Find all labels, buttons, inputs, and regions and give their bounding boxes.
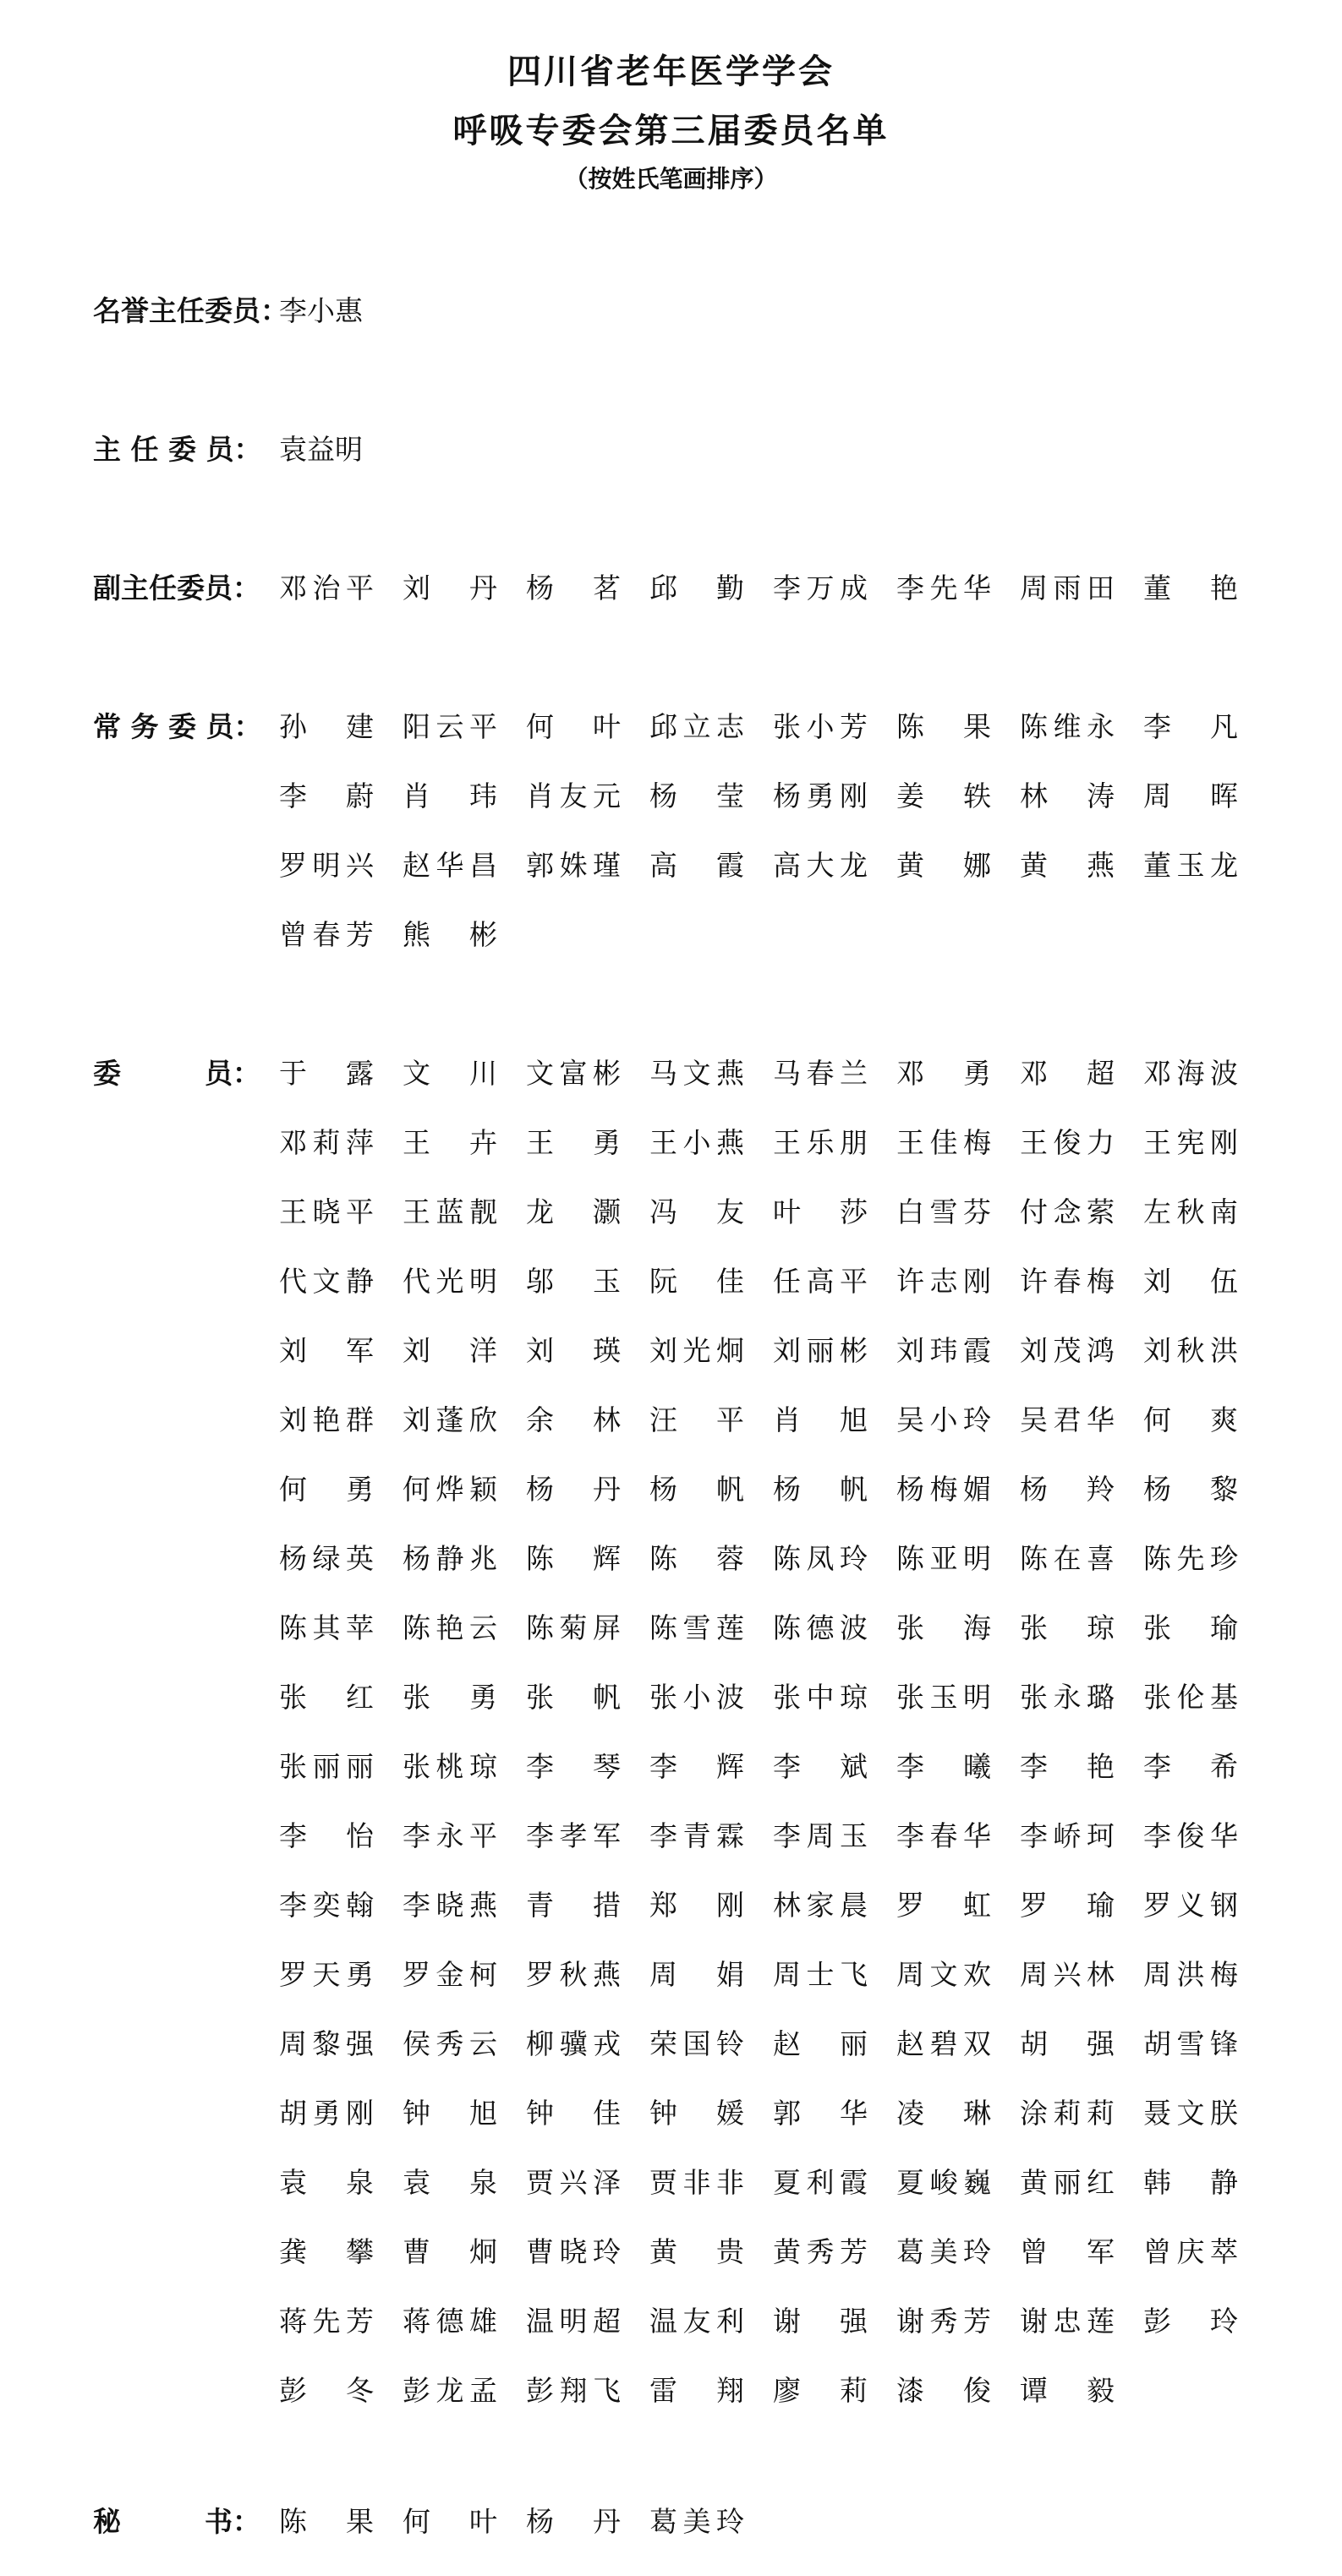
member-name: 郑 刚: [649, 1889, 744, 1922]
member-name: 蒋先芳: [279, 2305, 374, 2338]
member-name: 陈菊屏: [526, 1611, 621, 1644]
document-subtitle: （按姓氏笔画排序）: [564, 165, 778, 193]
member-name: 张 瑜: [1143, 1611, 1238, 1644]
section-label: 副主任委员：: [93, 572, 260, 604]
member-name: 王乐朋: [773, 1126, 868, 1159]
member-name: 刘玮霞: [896, 1334, 991, 1367]
member-name: 杨 羚: [1020, 1473, 1115, 1506]
section-members: [93, 1039, 1294, 2426]
member-name: 温友利: [649, 2305, 744, 2338]
member-name: 肖 玮: [403, 779, 497, 812]
member-name: 陈亚明: [896, 1542, 991, 1575]
member-name: 阳云平: [403, 710, 497, 743]
member-name: 黄 燕: [1020, 849, 1115, 882]
member-name: 贾非非: [649, 2166, 744, 2199]
member-name: 涂莉莉: [1020, 2097, 1115, 2130]
member-name: 曹 炯: [403, 2235, 497, 2268]
member-name: 陈其苹: [279, 1611, 374, 1644]
member-name: 李春华: [896, 1819, 991, 1852]
member-name: 邱立志: [649, 710, 744, 743]
member-name: 杨 茗: [526, 572, 621, 604]
member-name: 王蓝靓: [403, 1195, 497, 1228]
member-name: 王俊力: [1020, 1126, 1115, 1159]
member-name: 陈 果: [279, 2505, 374, 2538]
member-name: 荣国铃: [649, 2027, 744, 2060]
member-name: 杨 莹: [649, 779, 744, 812]
member-name: 刘 洋: [403, 1334, 497, 1367]
member-name: 曾春芳: [279, 918, 374, 951]
member-name: 董 艳: [1143, 572, 1238, 604]
member-name: 刘 军: [279, 1334, 374, 1367]
member-name: 阮 佳: [649, 1265, 744, 1298]
member-name: 周雨田: [1020, 572, 1115, 604]
member-name: 姜 轶: [896, 779, 991, 812]
member-name: 马文燕: [649, 1057, 744, 1090]
member-name: 陈维永: [1020, 710, 1115, 743]
member-name: 何 叶: [526, 710, 621, 743]
member-name: 李 辉: [649, 1750, 744, 1783]
member-name: 邓治平: [279, 572, 374, 604]
member-name: 彭龙孟: [403, 2374, 497, 2407]
member-name: 左秋南: [1143, 1195, 1238, 1228]
member-name: 李晓燕: [403, 1889, 497, 1922]
member-name: 周 晖: [1143, 779, 1238, 812]
member-name: 李 艳: [1020, 1750, 1115, 1783]
member-name: 邓 超: [1020, 1057, 1115, 1090]
member-name: 张 琼: [1020, 1611, 1115, 1644]
member-name: 曹晓玲: [526, 2235, 621, 2268]
member-name: 何烨颖: [403, 1473, 497, 1506]
member-name: 陈 辉: [526, 1542, 621, 1575]
member-name: 李 希: [1143, 1750, 1238, 1783]
member-name: 李峤珂: [1020, 1819, 1115, 1852]
member-name: 周黎强: [279, 2027, 374, 2060]
member-name: 刘丽彬: [773, 1334, 868, 1367]
member-name: 陈艳云: [403, 1611, 497, 1644]
member-name: 马春兰: [773, 1057, 868, 1090]
member-name: 周洪梅: [1143, 1958, 1238, 1991]
member-name: 刘 伍: [1143, 1265, 1238, 1298]
member-name: 陈凤玲: [773, 1542, 868, 1575]
member-name: 杨勇刚: [773, 779, 868, 812]
member-name: 蒋德雄: [403, 2305, 497, 2338]
member-name: 谢 强: [773, 2305, 868, 2338]
member-name: 刘 丹: [403, 572, 497, 604]
member-name: 葛美玲: [896, 2235, 991, 2268]
member-name: 邓 勇: [896, 1057, 991, 1090]
member-name: 杨绿英: [279, 1542, 374, 1575]
member-name: 周士飞: [773, 1958, 868, 1991]
member-name: 钟 佳: [526, 2097, 621, 2130]
document-title-line2: 呼吸专委会第三届委员名单: [452, 111, 890, 150]
member-name: 周文欢: [896, 1958, 991, 1991]
member-name: 刘秋洪: [1143, 1334, 1238, 1367]
member-name: 李周玉: [773, 1819, 868, 1852]
member-name: 刘 瑛: [526, 1334, 621, 1367]
member-name: 何 叶: [403, 2505, 497, 2538]
member-name: 董玉龙: [1143, 849, 1238, 882]
member-name: 夏利霞: [773, 2166, 868, 2199]
member-name: 冯 友: [649, 1195, 744, 1228]
member-name: 代文静: [279, 1265, 374, 1298]
member-name: 罗秋燕: [526, 1958, 621, 1991]
section-secretaries: [93, 2487, 1294, 2557]
member-name: 李 琴: [526, 1750, 621, 1783]
member-name: 罗 瑜: [1020, 1889, 1115, 1922]
member-name: 熊 彬: [403, 918, 497, 951]
member-name: 许春梅: [1020, 1265, 1115, 1298]
member-name: 曾 军: [1020, 2235, 1115, 2268]
member-name: 付念萦: [1020, 1195, 1115, 1228]
member-name: 柳骥戎: [526, 2027, 621, 2060]
member-name: 李永平: [403, 1819, 497, 1852]
member-name: 高 霞: [649, 849, 744, 882]
member-name: 任高平: [773, 1265, 868, 1298]
member-name: 邬 玉: [526, 1265, 621, 1298]
section-label: 主 任 委 员：: [93, 433, 262, 466]
section-label: 名誉主任委员：: [93, 294, 288, 327]
member-name: 王佳梅: [896, 1126, 991, 1159]
member-name: 黄秀芳: [773, 2235, 868, 2268]
member-name: 李 蔚: [279, 779, 374, 812]
member-name: 曾庆萃: [1143, 2235, 1238, 2268]
member-name: 李奕翰: [279, 1889, 374, 1922]
member-name: 侯秀云: [403, 2027, 497, 2060]
member-name: 张小芳: [773, 710, 868, 743]
member-name: 肖友元: [526, 779, 621, 812]
member-name: 陈德波: [773, 1611, 868, 1644]
member-name: 胡雪锋: [1143, 2027, 1238, 2060]
name-list: [279, 415, 1294, 484]
member-name: 陈在喜: [1020, 1542, 1115, 1575]
member-name: 郭姝瑾: [526, 849, 621, 882]
member-name: 王小燕: [649, 1126, 744, 1159]
section-honorary-chair: [93, 276, 1294, 346]
member-name: 杨 黎: [1143, 1473, 1238, 1506]
member-name: 张丽丽: [279, 1750, 374, 1783]
member-name: 雷 翔: [649, 2374, 744, 2407]
name-list: [279, 554, 1294, 623]
member-name: 何 勇: [279, 1473, 374, 1506]
document-title: 四川省老年医学学会: [507, 52, 835, 91]
member-name: 周 娟: [649, 1958, 744, 1991]
member-name: 李 凡: [1143, 710, 1238, 743]
member-name: 袁 泉: [403, 2166, 497, 2199]
member-name: 袁益明: [279, 433, 363, 466]
member-name: 刘蓬欣: [403, 1403, 497, 1436]
member-name: 谢秀芳: [896, 2305, 991, 2338]
member-name: 袁 泉: [279, 2166, 374, 2199]
name-list: [279, 2487, 1294, 2557]
member-name: 凌 琳: [896, 2097, 991, 2130]
section-label: 常 务 委 员：: [93, 710, 262, 743]
member-name: 刘光炯: [649, 1334, 744, 1367]
name-list: [279, 692, 1294, 970]
member-name: 林 涛: [1020, 779, 1115, 812]
member-name: 胡勇刚: [279, 2097, 374, 2130]
member-name: 杨 丹: [526, 1473, 621, 1506]
member-name: 彭翔飞: [526, 2374, 621, 2407]
member-name: 聂文朕: [1143, 2097, 1238, 2130]
member-name: 黄 贵: [649, 2235, 744, 2268]
member-name: 李 斌: [773, 1750, 868, 1783]
name-list: [279, 1039, 1294, 2426]
member-name: 胡 强: [1020, 2027, 1115, 2060]
member-name: 杨静兆: [403, 1542, 497, 1575]
member-name: 周兴林: [1020, 1958, 1115, 1991]
member-name: 彭 玲: [1143, 2305, 1238, 2338]
member-name: 廖 莉: [773, 2374, 868, 2407]
member-name: 代光明: [403, 1265, 497, 1298]
section-chair: [93, 415, 1294, 484]
member-name: 张伦基: [1143, 1681, 1238, 1714]
member-name: 罗明兴: [279, 849, 374, 882]
member-name: 龚 攀: [279, 2235, 374, 2268]
member-name: 王宪刚: [1143, 1126, 1238, 1159]
member-name: 韩 静: [1143, 2166, 1238, 2199]
member-name: 王 卉: [403, 1126, 497, 1159]
member-name: 杨梅媚: [896, 1473, 991, 1506]
member-name: 汪 平: [649, 1403, 744, 1436]
member-name: 郭 华: [773, 2097, 868, 2130]
member-name: 王晓平: [279, 1195, 374, 1228]
member-name: 漆 俊: [896, 2374, 991, 2407]
member-name: 张桃琼: [403, 1750, 497, 1783]
member-name: 李先华: [896, 572, 991, 604]
member-name: 李俊华: [1143, 1819, 1238, 1852]
section-label: 秘 书：: [93, 2505, 260, 2538]
member-name: 彭 冬: [279, 2374, 374, 2407]
member-name: 李青霖: [649, 1819, 744, 1852]
member-name: 白雪芬: [896, 1195, 991, 1228]
member-name: 李万成: [773, 572, 868, 604]
member-name: 张 帆: [526, 1681, 621, 1714]
member-name: 夏峻巍: [896, 2166, 991, 2199]
member-name: 叶 莎: [773, 1195, 868, 1228]
member-name: 孙 建: [279, 710, 374, 743]
name-list: [279, 276, 1294, 346]
member-name: 龙 灏: [526, 1195, 621, 1228]
member-name: 贾兴泽: [526, 2166, 621, 2199]
member-name: 青 措: [526, 1889, 621, 1922]
member-name: 张 海: [896, 1611, 991, 1644]
member-name: 王 勇: [526, 1126, 621, 1159]
document-header: [0, 42, 1342, 198]
member-name: 高大龙: [773, 849, 868, 882]
member-name: 张小波: [649, 1681, 744, 1714]
member-name: 黄 娜: [896, 849, 991, 882]
member-name: 李 怡: [279, 1819, 374, 1852]
member-name: 张永璐: [1020, 1681, 1115, 1714]
member-name: 杨 帆: [773, 1473, 868, 1506]
member-name: 何 爽: [1143, 1403, 1238, 1436]
member-name: 李孝军: [526, 1819, 621, 1852]
member-name: 温明超: [526, 2305, 621, 2338]
member-name: 杨 丹: [526, 2505, 621, 2538]
member-name: 陈雪莲: [649, 1611, 744, 1644]
member-name: 赵碧双: [896, 2027, 991, 2060]
member-name: 谢忠莲: [1020, 2305, 1115, 2338]
member-name: 陈 蓉: [649, 1542, 744, 1575]
section-vice-chairs: [93, 554, 1294, 623]
member-name: 文富彬: [526, 1057, 621, 1090]
member-name: 李 曦: [896, 1750, 991, 1783]
member-name: 谭 毅: [1020, 2374, 1115, 2407]
member-name: 罗金柯: [403, 1958, 497, 1991]
member-name: 葛美玲: [649, 2505, 744, 2538]
member-name: 钟 旭: [403, 2097, 497, 2130]
member-name: 刘茂鸿: [1020, 1334, 1115, 1367]
member-name: 杨 帆: [649, 1473, 744, 1506]
member-name: 吴小玲: [896, 1403, 991, 1436]
member-name: 于 露: [279, 1057, 374, 1090]
member-name: 文 川: [403, 1057, 497, 1090]
member-name: 黄丽红: [1020, 2166, 1115, 2199]
member-name: 吴君华: [1020, 1403, 1115, 1436]
member-name: 邱 勤: [649, 572, 744, 604]
member-name: 张中琼: [773, 1681, 868, 1714]
member-name: 张 勇: [403, 1681, 497, 1714]
member-name: 许志刚: [896, 1265, 991, 1298]
member-name: 林家晨: [773, 1889, 868, 1922]
member-name: 李小惠: [279, 294, 363, 327]
member-name: 肖 旭: [773, 1403, 868, 1436]
member-name: 张玉明: [896, 1681, 991, 1714]
member-name: 罗义钢: [1143, 1889, 1238, 1922]
member-name: 陈 果: [896, 710, 991, 743]
member-name: 罗天勇: [279, 1958, 374, 1991]
member-name: 陈先珍: [1143, 1542, 1238, 1575]
member-name: 赵 丽: [773, 2027, 868, 2060]
member-name: 邓海波: [1143, 1057, 1238, 1090]
member-name: 刘艳群: [279, 1403, 374, 1436]
section-standing-members: [93, 692, 1294, 970]
member-name: 张 红: [279, 1681, 374, 1714]
member-name: 余 林: [526, 1403, 621, 1436]
member-name: 赵华昌: [403, 849, 497, 882]
member-name: 罗 虹: [896, 1889, 991, 1922]
member-name: 钟 媛: [649, 2097, 744, 2130]
section-label: 委 员：: [93, 1057, 260, 1090]
member-name: 邓莉萍: [279, 1126, 374, 1159]
